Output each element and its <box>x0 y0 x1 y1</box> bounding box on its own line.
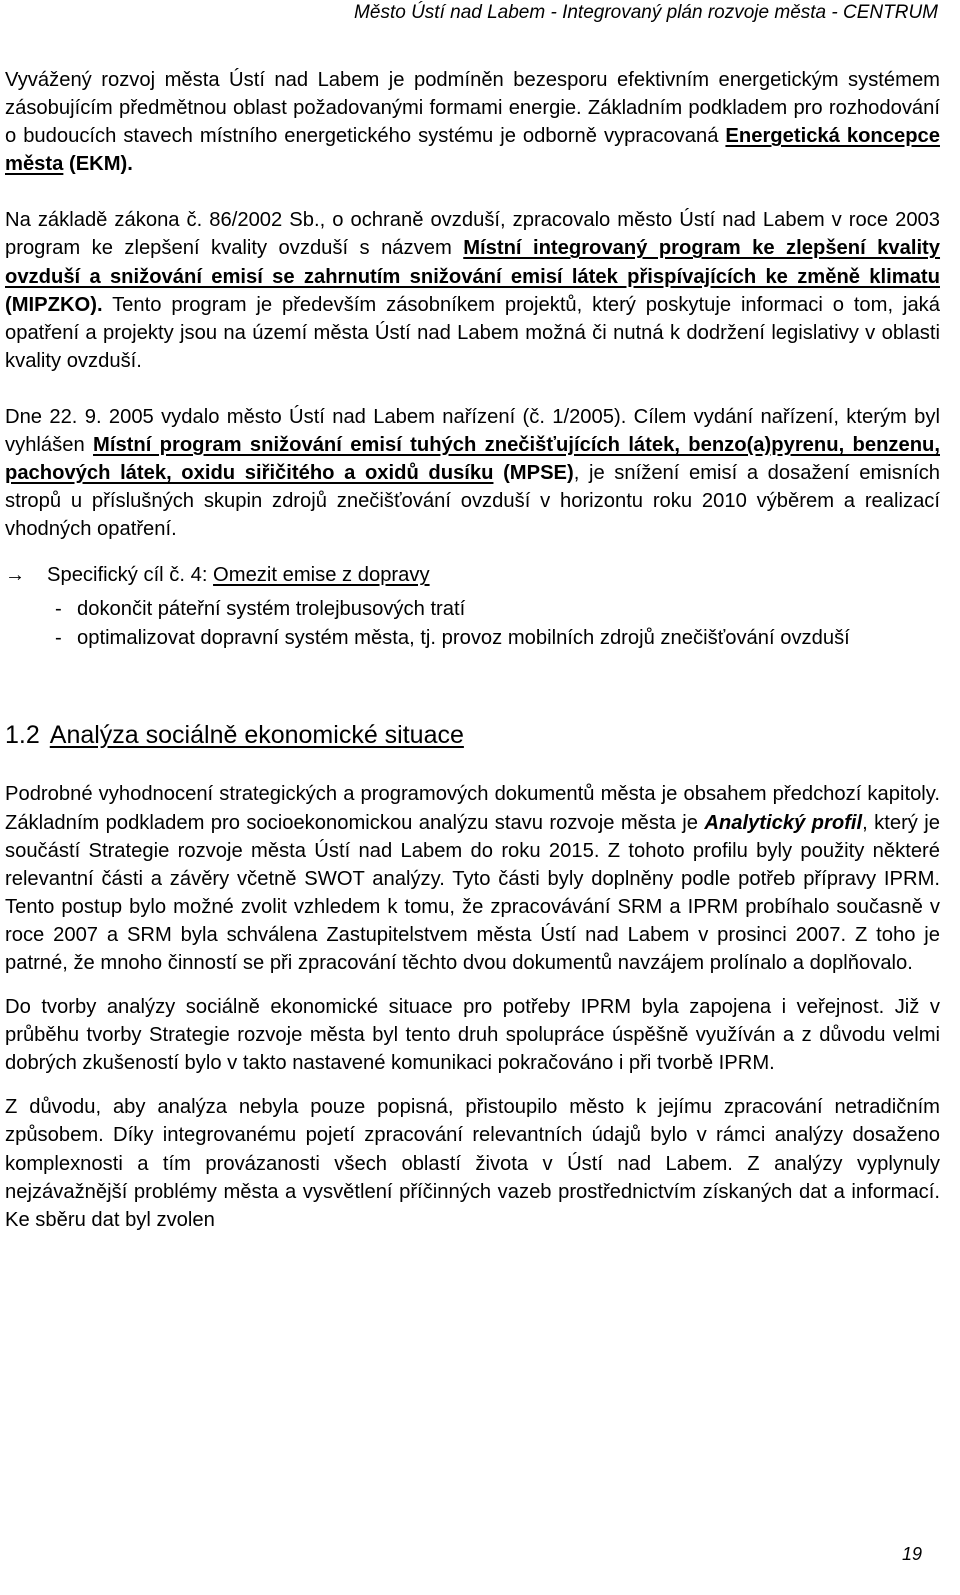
analytical-profile-term: Analytický profil <box>704 811 863 834</box>
paragraph-mpse-text: Dne 22. 9. 2005 vydalo město Ústí nad Labem nařízení (č. 1/2005). Cílem vydání nařízení, kterým byl vyhlášen <box>5 405 940 457</box>
dash-bullet: - <box>55 598 62 621</box>
link-mipzko-program[interactable]: Místní integrovaný program ke zlepšení kvality ovzduší a snižování emisí se zahrnutím snižování emisí látek přispívajících ke změně klimatu <box>5 237 941 288</box>
paragraph-mpse-tail: , je snížení emisí a dosažení emisních stropů u příslušných skupin zdrojů znečišťování ovzduší v horizontu roku 2010 výběrem a realizací vhodných opatření. <box>5 462 941 541</box>
paragraph-analysis <box>5 780 940 977</box>
list-item <box>5 595 940 624</box>
paragraph-analysis-tail: , který je součástí Strategie rozvoje města Ústí nad Labem do roku 2015. Z tohoto profilu byly použity některé relevantní části a závěry včetně SWOT analýzy. Tyto části byly doplněny podle potřeb přípravy IPRM. Tento postup bylo možné zvolit vzhledem k tomu, že zpracovávání SRM a IPRM probíhalo současně v roce 2007 a SRM byla schválena Zastupitelstvem města Ústí nad Labem v prosinci 2007. Z toho je patrné, že mnoho činností se při zpracování těchto dvou dokumentů navzájem prolínalo a doplňovalo. <box>5 811 940 974</box>
goal-measures-list <box>5 595 940 652</box>
mipzko-abbr: (MIPZKO). <box>5 293 103 316</box>
paragraph-energy-text: Vyvážený rozvoj města Ústí nad Labem je podmíněn bezesporu efektivním energetickým systémem zásobujícím předmětnou oblast požadovanými formami energie. Základním podkladem pro rozhodování o budoucích stavech místního energetického systému je odborně vypracovaná <box>5 69 940 148</box>
arrow-right-icon: → <box>5 564 26 587</box>
section-heading <box>5 718 940 752</box>
list-item-text: optimalizovat dopravní systém města, tj. provoz mobilních zdrojů znečišťování ovzduší <box>77 626 850 649</box>
list-item-text: dokončit páteřní systém trolejbusových tratí <box>77 598 466 621</box>
dash-bullet: - <box>55 626 62 649</box>
goal-name[interactable]: Omezit emise z dopravy <box>213 564 430 587</box>
paragraph-mipzko <box>5 206 940 375</box>
paragraph-mpse <box>5 403 940 543</box>
paragraph-method: Z důvodu, aby analýza nebyla pouze popisná, přistoupilo město k jejímu zpracování netradičním způsobem. Díky integrovanému pojetí zpracování relevantních údajů bylo v rámci analýzy dosaženo komplexnosti a tím provázanosti všech oblastí života v Ústí nad Labem. Z analýzy vyplynuly nejzávažnější problémy města a vysvětlení příčinných vazeb prostřednictvím získaných dat a informací. Ke sběru dat byl zvolen <box>5 1096 940 1231</box>
paragraph-energy-abbr: (EKM). <box>63 153 133 176</box>
page-number: 19 <box>901 1544 922 1564</box>
paragraph-energy <box>5 66 940 178</box>
specific-goal <box>5 561 940 589</box>
mpse-abbr: (MPSE) <box>493 462 574 485</box>
link-energy-concept[interactable]: Energetická koncepce města <box>5 125 940 176</box>
law-reference: Na základě zákona č. 86/2002 Sb. <box>5 209 320 232</box>
goal-label: Specifický cíl č. 4: <box>47 564 214 587</box>
paragraph-analysis-text: Podrobné vyhodnocení strategických a programových dokumentů města je obsahem předchozí kapitoly. Základním podkladem pro socioekonomickou analýzu stavu rozvoje města je <box>5 783 940 834</box>
paragraph-mipzko-tail: Tento program je především zásobníkem projektů, který poskytuje informaci o tom, jaká opatření a projekty jsou na území města Ústí nad Labem možná či nutná k dodržení legislativy v oblasti kvality ovzduší. <box>5 293 940 372</box>
page-body <box>5 66 940 1234</box>
section-number: 1.2 <box>5 721 40 750</box>
section-title: Analýza sociálně ekonomické situace <box>49 721 464 750</box>
list-item <box>5 624 940 653</box>
running-header: Město Ústí nad Labem - Integrovaný plán rozvoje města - CENTRUM <box>354 2 938 23</box>
paragraph-public: Do tvorby analýzy sociálně ekonomické situace pro potřeby IPRM byla zapojena i veřejnost. Již v průběhu tvorby Strategie rozvoje města byl tento druh spolupráce úspěšně využíván a z důvodu velmi dobrých zkušeností bylo v takto nastavené komunikaci pokračováno i při tvorbě IPRM. <box>5 996 940 1075</box>
link-mpse-program[interactable]: Místní program snižování emisí tuhých znečišťujících látek, benzo(a)pyrenu, benzenu, pachových látek, oxidu siřičitého a oxidů dusíku <box>5 434 940 485</box>
paragraph-mipzko-text: , o ochraně ovzduší, zpracovalo město Ústí nad Labem v roce 2003 program ke zlepšení kvality ovzduší s názvem <box>5 209 940 260</box>
